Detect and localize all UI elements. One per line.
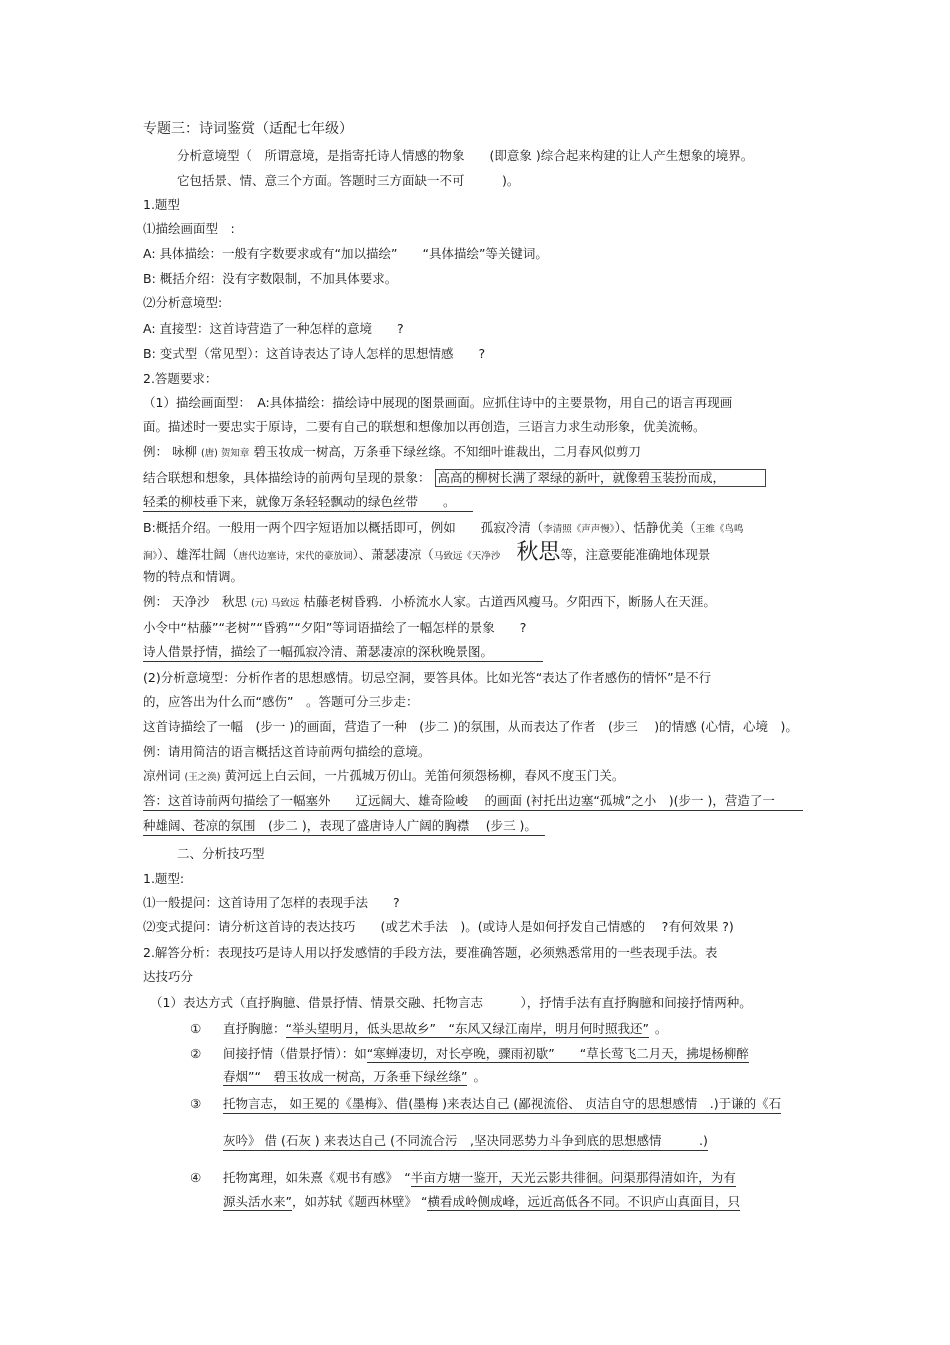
poem-text: 碧玉妆成一树高，万条垂下绿丝绦。不知细叶谁裁出，二月春风似剪刀 (253, 444, 641, 459)
quote-text: “寒蝉凄切，对长亭晚，骤雨初歇” “草长莺飞二月天，拂堤杨柳醉 (366, 1046, 749, 1061)
poem-author: (唐) 贺知章 (200, 448, 250, 459)
page-title: 专题三：诗词鉴赏（适配七年级） (143, 121, 353, 137)
text-line: 的，应答出为什么而“感伤” 。答题可分三步走： (143, 694, 419, 709)
question-text: 结合联想和想象，具体描绘诗的前两句呈现的景象： (143, 470, 431, 485)
example-line (143, 768, 624, 786)
text-span: ）、萧瑟凄凉（ (352, 547, 434, 562)
list-item (223, 1069, 486, 1085)
example-label: 例： 天净沙 秋思 (143, 594, 247, 609)
text-line (143, 540, 710, 566)
list-item (223, 1194, 740, 1210)
list-item (223, 1170, 736, 1186)
text-line: B: 概括介绍：没有字数限制，不加具体要求。 (143, 271, 398, 286)
example-line (143, 444, 641, 462)
quote-text: 春烟”“ 碧玉妆成一树高，万条垂下绿丝绦” (223, 1069, 468, 1084)
large-text: 秋思 (516, 540, 561, 565)
text-line: A: 具体描绘：一般有字数要求或有“加以描绘” “具体描绘”等关键词。 (143, 246, 548, 261)
answer-text: 诗人借景抒情，描绘了一幅孤寂冷清、萧瑟凄凉的深秋晚景图。 (143, 644, 543, 662)
item-number: ④ (190, 1170, 202, 1185)
poem-text: 黄河远上白云间，一片孤城万仞山。羌笛何须怨杨柳，春风不度玉门关。 (224, 768, 625, 783)
text-line: ⑴一般提问：这首诗用了怎样的表现手法 ? (143, 895, 400, 910)
text-span: 间接抒情（借景抒情）：如 (223, 1046, 367, 1061)
text-line: （1）表达方式（直抒胸臆、借景抒情、情景交融、托物言志 ），抒情手法有直抒胸臆和间接抒情两种。 (150, 995, 752, 1010)
text-span: 等，注意要能准确地体现景 (560, 547, 711, 562)
text-span: 托物寓理，如朱熹《观书有感》 “ (223, 1170, 411, 1185)
citation: 马致远《天净沙 (433, 551, 501, 562)
text-span: 。 (654, 1021, 668, 1036)
text-line (143, 520, 743, 538)
answer-text: 种雄阔、苍凉的氛围 (步二 )，表现了盛唐诗人广阔的胸襟 (步三 )。 (143, 818, 545, 836)
text-span: B:概括介绍。一般用一两个四字短语加以概括即可，例如 孤寂冷清（ (143, 520, 544, 535)
text-line: 例：请用简洁的语言概括这首诗前两句描绘的意境。 (143, 744, 431, 759)
quote-text: 半亩方塘一鉴开，天光云影共徘徊。问渠那得清如许，为有 (410, 1170, 736, 1185)
text-line: 面。描述时一要忠实于原诗，二要有自己的联想和想像加以再创造，三语言力求生动形象，优美流畅。 (143, 419, 706, 434)
quote-text: 横看成岭侧成峰，远近高低各不同。不识庐山真面目，只 (427, 1194, 740, 1209)
section-heading: 1.题型 (143, 197, 180, 212)
text-span: 直抒胸臆： (223, 1021, 286, 1036)
citation: 王维《鸟鸣 (695, 524, 744, 535)
intro-line-1: 分析意境型（ 所谓意境，是指寄托诗人情感的物象 (即意象 )综合起来构建的让人产生想象的境界。 (177, 148, 754, 163)
text-line: （1）描绘画面型： A:具体描绘：描绘诗中展现的图景画面。应抓住诗中的主要景物，用自己的语言再现画 (143, 395, 733, 410)
text-line: ⑴描绘画面型 : (143, 221, 235, 236)
text-span: ）、恬静优美（ (614, 520, 696, 535)
citation: 唐代边塞诗，宋代的豪放词 (238, 551, 353, 562)
text-line: 达技巧分 (143, 969, 194, 984)
list-item (223, 1021, 667, 1037)
text-span: 。 (473, 1069, 486, 1084)
poem-title: 凉州词 (143, 768, 181, 783)
text-line: ⑵变式提问：请分析这首诗的表达技巧 (或艺术手法 )。(或诗人是如何抒发自己情感的 ?有何效果 ?) (143, 919, 734, 934)
item-number: ③ (190, 1096, 202, 1111)
citation: 涧》 (143, 551, 158, 562)
text-span: ，如苏轼《题西林壁》 “ (291, 1194, 428, 1209)
answer-text: 答：这首诗前两句描绘了一幅塞外 辽远阔大、雄奇险峻 的画面 (衬托出边塞“孤城”之小 )(步一 )，营造了一 (143, 793, 803, 811)
text-line: 2.解答分析：表现技巧是诗人用以抒发感情的手段方法，要准确答题，必须熟悉常用的一些表现手法。表 (143, 945, 718, 960)
answer-box: 高高的柳树长满了翠绿的新叶，就像碧玉装扮而成， (435, 469, 766, 487)
poem-author: (元) 马致远 (250, 598, 300, 609)
quote-text: 源头活水来” (223, 1194, 292, 1209)
text-line: B: 变式型（常见型）：这首诗表达了诗人怎样的思想情感 ? (143, 346, 486, 361)
poem-author: (王之涣) (184, 772, 221, 783)
text-line: A: 直接型：这首诗营造了一种怎样的意境 ? (143, 321, 404, 336)
example-line (143, 594, 716, 612)
example-label: 例： 咏柳 (143, 444, 197, 459)
section-heading: 1.题型: (143, 871, 185, 886)
intro-line-2: 它包括景、情、意三个方面。答题时三方面缺一不可 )。 (177, 173, 520, 188)
quote-text: “举头望明月，低头思故乡” “东风又绿江南岸，明月何时照我还” (285, 1021, 649, 1036)
text-line: ⑵分析意境型: (143, 295, 223, 310)
citation: 李清照《声声慢》 (543, 524, 615, 535)
section-heading: 二、分析技巧型 (177, 846, 265, 861)
text-line: (2)分析意境型：分析作者的思想感情。切忌空洞，要答具体。比如光答“表达了作者感伤的情怀”是不行 (143, 670, 712, 685)
list-item (223, 1046, 749, 1062)
list-item: 灰吟》 借 (石灰 ) 来表达自己 (不同流合污 ,坚决同恶势力斗争到底的思想感情 .) (223, 1133, 708, 1151)
poem-text: 枯藤老树昏鸦．小桥流水人家。古道西风瘦马。夕阳西下，断肠人在天涯。 (303, 594, 716, 609)
text-line: 这首诗描绘了一幅 (步一 )的画面，营造了一种 (步二 )的氛围，从而表达了作者 (步三 )的情感 (心情，心境 )。 (143, 719, 798, 734)
answer-text: 轻柔的柳枝垂下来，就像万条轻轻飘动的绿色丝带 。 (143, 494, 473, 512)
section-heading: 2.答题要求： (143, 371, 218, 386)
question-line (143, 469, 766, 487)
text-span: ）、雄浑壮阔（ (157, 547, 239, 562)
item-number: ② (190, 1046, 202, 1061)
question-line: 小令中“枯藤”“老树”“昏鸦”“夕阳”等词语描绘了一幅怎样的景象 ? (143, 620, 527, 635)
text-line: 物的特点和情调。 (143, 569, 244, 584)
item-number: ① (190, 1021, 202, 1036)
list-item: 托物言志， 如王冕的《墨梅》、借(墨梅 )来表达自己 (鄙视流俗、 贞洁自守的思想感情 .)于谦的《石 (223, 1096, 781, 1114)
